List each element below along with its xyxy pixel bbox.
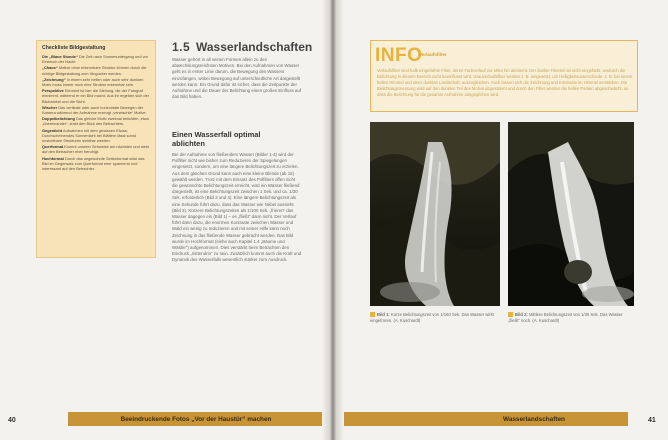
sidebar-entry-text: Element ist hier die Stellung, die der Fotograf einnimmt, während er ein Bild macht. Aus ihr ergeben sich der Blickwinkel und die Sicht. bbox=[42, 88, 150, 104]
sidebar-entry-text: Die Zeit nach Sonnenuntergang und vor Einbruch der Nacht. bbox=[42, 54, 148, 65]
body-paragraph: Bei der Aufnahme von fließendem Wasser (Bilder 1-4) wird der Polfilter nicht wie bisher zum Reduzieren der Spiegelungen eingesetzt, sondern, um eine längere Belichtungszeit zu erzielen. Aus dem gleichen Grund kann auch eine kleine Blende (ab 16) gewählt werden. Trotz mit dem Einsatz des Polfilters offen nicht die gewünschte Belichtungszeit erreicht, wird ein Wasser fließend dargestellt, ist eine Belichtungszeit zwischen 1 Sek. und ca. 1/30 Sek. erforderlich (Bild 2 und 4). Eine längere Belichtungszeit als eine Sekunde führt dazu, dass das Wasser wie Nebel aussieht (Bild 3). Kürzere Belichtungszeiten als 1/100 Sek. „frieren“ das Wasser dagegen ein (Bild 1) – es „fließt“ dann nicht. Der Verlauf führt dann dazu, die enormen Kontraste zwischen Wasser und Wald ein wenig zu reduzieren und mit seiner Hilfe kann noch Zeichnung in das fließende Wasser gebracht werden. Das Bild wurde im Hochformat (siehe auch Kapitel 1.4 „Bäume und Wälder“) aufgenommen. Dies verstärkt beim Betrachten den Eindruck „mittendrin“ zu sein. Zusätzlich kommt auch die Kraft und Dynamik des Wasserfalls wesentlich stärker zum Ausdruck. bbox=[172, 152, 302, 263]
sidebar-entry-text: Aufnahmen mit dem gewissen Etwas: Durchscheinendes Sonnenlicht bei Blättern lässt sonst unsichtbare Strukturen sichtbar werden. bbox=[42, 127, 136, 144]
checklist-sidebar bbox=[36, 40, 156, 258]
sidebar-entry bbox=[42, 88, 150, 104]
caption-marker-icon bbox=[370, 312, 375, 317]
waterfall-photo-1-image bbox=[370, 122, 500, 306]
sidebar-entry-term: Hochformat bbox=[42, 155, 64, 161]
info-box bbox=[370, 40, 638, 112]
sidebar-entry-term: Querformat bbox=[42, 144, 64, 150]
waterfall-photo-2 bbox=[508, 122, 634, 306]
caption-photo-1 bbox=[370, 312, 500, 324]
caption-1-label: Bild 1: bbox=[377, 312, 390, 317]
book-gutter bbox=[322, 0, 344, 440]
sidebar-entry bbox=[42, 65, 150, 75]
section-title: Wasserlandschaften bbox=[196, 40, 313, 54]
sidebar-entry-text: Durch das ungewohnte Seitenformat wirkt das Bild im Gegensatz zum Querformat eher spannend und interessant auf den Betrachter. bbox=[42, 155, 145, 172]
sidebar-entry bbox=[42, 105, 150, 115]
sidebar-entry-term: Gegenlicht bbox=[42, 127, 63, 133]
sidebar-entry bbox=[42, 128, 150, 144]
info-text: Verlaufsfilter sind halb eingefärbte Filter, deren Farbverlauf zur Mitte hin abnimmt. Der dunkle Filterteil ist nicht eingefärbt, wodurch die Belichtung in diesem Bereich nicht beeinflusst wird. Grauverlaufsfilter werden z. B. eingesetzt, um Helligkeitsunterschiede, z. B. bei einem hellen Himmel und einer dunklen Landschaft, auszugleichen. Auch lassen sich die Zeichnung und Kontraste im Himmel verstärken. Die Belichtungsmessung wird auf den dunklen Teil des Motivs abgestimmt und durch den Filter werden die hellen Partien abgeschwächt, so dass die Belichtung für die gesamte Aufnahme ausgeglichen wird. bbox=[377, 68, 633, 97]
intro-paragraph: Wasser gehört in all seinen Formen allein zu den abwechslungsreichsten Motiven. Bei den Aufnahmen von Wasser geht es in erster Linie darum, die Bewegung des Wassers einzufangen, wobei Bewegung auf unterschiedliche Art dargestellt werden kann. Ein Grund dafür ist sicher, dass die Zeitpunkte der Aufnahme und die Dauer der Belichtung einen großen Einfluss auf das Bild haben. bbox=[172, 57, 302, 100]
sidebar-entry-term: Perspektive bbox=[42, 88, 64, 94]
sidebar-entry-text: Kommt unserer Sehweise am nächsten und wirkt auf den Betrachter eher beruhigt. bbox=[42, 144, 149, 155]
caption-photo-2 bbox=[508, 312, 634, 324]
sidebar-title: Checkliste Bildgestaltung bbox=[42, 45, 106, 51]
page-number-right: 41 bbox=[648, 417, 656, 424]
sidebar-entry-term: Die „Blaue Stunde“ bbox=[42, 54, 78, 59]
sidebar-entry bbox=[42, 54, 150, 64]
waterfall-photo-1 bbox=[370, 122, 500, 306]
subheading: Einen Wasserfall optimal ablichten bbox=[172, 130, 261, 148]
caption-1-text: Kurze Belichtungszeit von 1/160 Sek. Das Wasser wirkt eingefroren. (A. Kuschardt) bbox=[370, 312, 494, 323]
waterfall-photo-2-image bbox=[508, 122, 634, 306]
sidebar-entry-term: „Zeichnung“ bbox=[42, 76, 66, 82]
sidebar-entry-text: Das vertikale oder auch horizontale Bewegen der Kamera während der Aufnahme erzeugt „verwischte“ Motive. bbox=[42, 104, 147, 116]
sidebar-entry-term: Doppelbelichtung bbox=[42, 116, 75, 122]
sidebar-entry-term: „Chaos“ bbox=[42, 65, 58, 71]
info-subtitle: Verlaufsfilter bbox=[419, 52, 447, 57]
sidebar-entry-text: In einem sehr hellen oder auch sehr dunklen Motiv muss immer noch eine Struktur erkennbar sein. bbox=[42, 76, 144, 88]
caption-2-text: Mittlere Belichtungszeit von 1/30 Sek. Das Wasser „fließt“ noch. (A. Kuschardt) bbox=[508, 312, 623, 323]
sidebar-entry-text: Das gleiche Motiv zweimal belichten, etwa „übereinander“, lenkt den Blick des Betrachters. bbox=[42, 116, 149, 127]
caption-2-label: Bild 2: bbox=[515, 312, 528, 317]
sidebar-entry bbox=[42, 116, 150, 126]
caption-marker-icon bbox=[508, 312, 513, 317]
info-label: INFO bbox=[375, 45, 423, 66]
left-page bbox=[0, 0, 330, 440]
footer-bar-left: Beeindruckende Fotos „Vor der Haustür“ machen bbox=[68, 412, 324, 426]
sidebar-entry bbox=[42, 144, 150, 154]
section-number: 1.5 bbox=[172, 40, 191, 54]
sidebar-entry bbox=[42, 156, 150, 172]
sidebar-entry-text: Motive ohne erkennbare Struktur können durch die richtige Bildgestaltung zum Hingucker werden. bbox=[42, 65, 147, 76]
sidebar-entry bbox=[42, 77, 150, 87]
sidebar-entry-term: Wischer bbox=[42, 104, 58, 110]
footer-bar-right: Wasserlandschaften bbox=[440, 412, 628, 426]
page-number-left: 40 bbox=[8, 417, 16, 424]
